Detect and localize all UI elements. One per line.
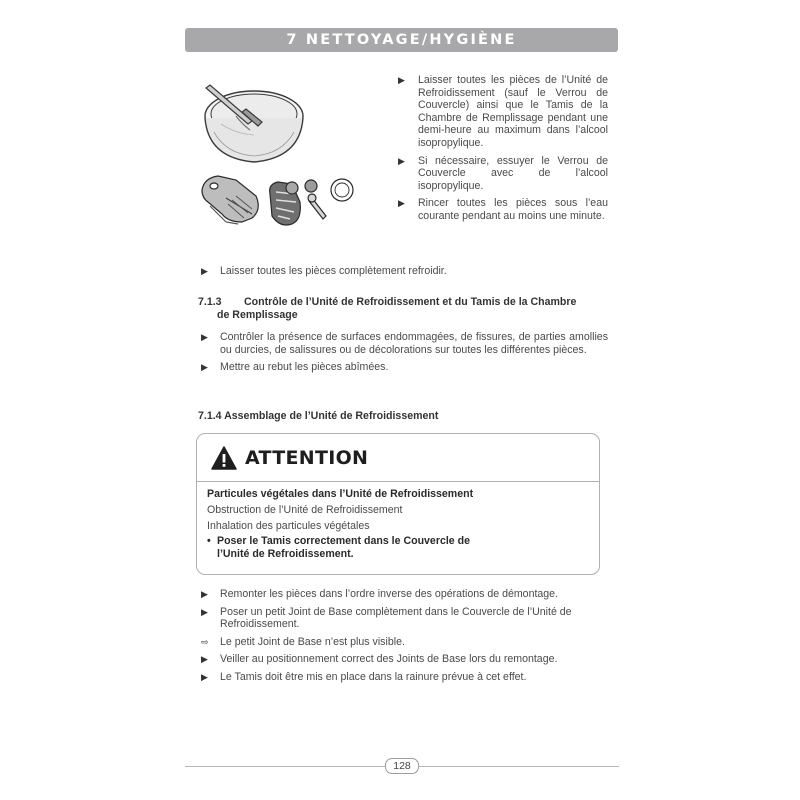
section-number: 7.1.4 [198,410,222,422]
list-item [398,155,608,193]
list-item [198,671,608,684]
warning-divider [197,481,599,482]
section-number: 7.1.3 [198,296,222,308]
bullet-text: Le Tamis doit être mis en place dans la rainure prévue à cet effet. [220,670,527,683]
section-heading-714 [198,410,608,423]
bullet-dot-icon: • [207,535,211,547]
section-heading-713 [198,296,608,321]
page-number: 128 [385,758,419,774]
warning-header [211,444,368,472]
bullet-text: Poser un petit Joint de Base complètement dans le Couvercle de l’Unité de Refroidissement. [220,605,572,631]
pin-icon [308,194,326,219]
warning-instruction [207,535,502,561]
assembly-bullets [198,588,608,689]
warning-consequence-1: Obstruction de l’Unité de Refroidissement [207,504,403,516]
list-item [198,361,608,374]
warning-box [196,433,600,575]
chapter-header [185,28,618,52]
cooler-part-icon [202,176,258,224]
bullet-text: Si nécessaire, essuyer le Verrou de Couvercle avec de l’alcool isopropylique. [418,154,608,192]
warning-consequence-2: Inhalation des particules végétales [207,520,370,532]
list-item [198,636,608,649]
list-item [198,331,608,356]
list-item [398,197,608,222]
list-item [198,606,608,631]
section-title-line1: Contrôle de l’Unité de Refroidissement et du Tamis de la Chambre [244,296,577,308]
warning-instruction-text: Poser le Tamis correctement dans le Couvercle de l’Unité de Refroidissement. [217,535,470,560]
list-item [198,588,608,601]
section-title: Assemblage de l’Unité de Refroidissement [224,410,439,422]
arrow-right-icon: ▶ [398,155,405,166]
arrow-right-icon: ▶ [201,266,208,276]
arrow-right-icon: ▶ [398,75,405,85]
arrow-right-icon: ▶ [201,589,208,599]
bullet-text: Mettre au rebut les pièces abîmées. [220,361,389,374]
arrow-right-icon: ▶ [201,606,208,617]
warning-triangle-icon [211,446,237,470]
arrow-right-icon: ▶ [398,198,405,209]
section-title-line2: de Remplissage [217,308,298,321]
footer-rule-right [419,766,619,767]
right-column-bullets [398,74,608,228]
bullet-text: Contrôler la présence de surfaces endommagées, de fissures, de parties amollies ou durcies, de salissures ou de décolorations sur toutes les différentes pièces. [220,331,608,356]
bullet-text: Remonter les pièces dans l’ordre inverse des opérations de démontage. [220,588,559,600]
warning-title: ATTENTION [245,447,369,469]
chapter-title: 7 NETTOYAGE/HYGIÈNE [286,32,517,48]
cleaning-parts-illustration [196,72,382,240]
result-arrow-icon: ⇨ [201,636,209,647]
arrow-right-icon: ▶ [201,671,208,682]
bullet-text: Rincer toutes les pièces sous l’eau courante pendant au moins une minute. [418,197,608,222]
bullet-text: Laisser toutes les pièces complètement refroidir. [220,265,447,277]
arrow-right-icon: ▶ [201,362,208,373]
arrow-right-icon: ▶ [201,332,208,342]
bullet-text: Veiller au positionnement correct des Joints de Base lors du remontage. [220,653,558,666]
list-item [198,653,608,666]
footer-rule-left [185,766,385,767]
list-item [198,265,608,278]
section-713-bullets [198,331,608,379]
warning-heading: Particules végétales dans l’Unité de Refroidissement [207,488,474,500]
bullet-text: Le petit Joint de Base n’est plus visible. [220,635,405,648]
cool-bullet-list [198,265,608,283]
bullet-text: Laisser toutes les pièces de l’Unité de Refroidissement (sauf le Verrou de Couvercle) ainsi que le Tamis de la Chambre de Remplissage pendant une demi-heure au maximum dans l’alcool isopropylique. [418,74,608,149]
arrow-right-icon: ▶ [201,654,208,665]
bowl-icon [205,91,303,162]
list-item [398,74,608,150]
warning-body [207,486,587,561]
